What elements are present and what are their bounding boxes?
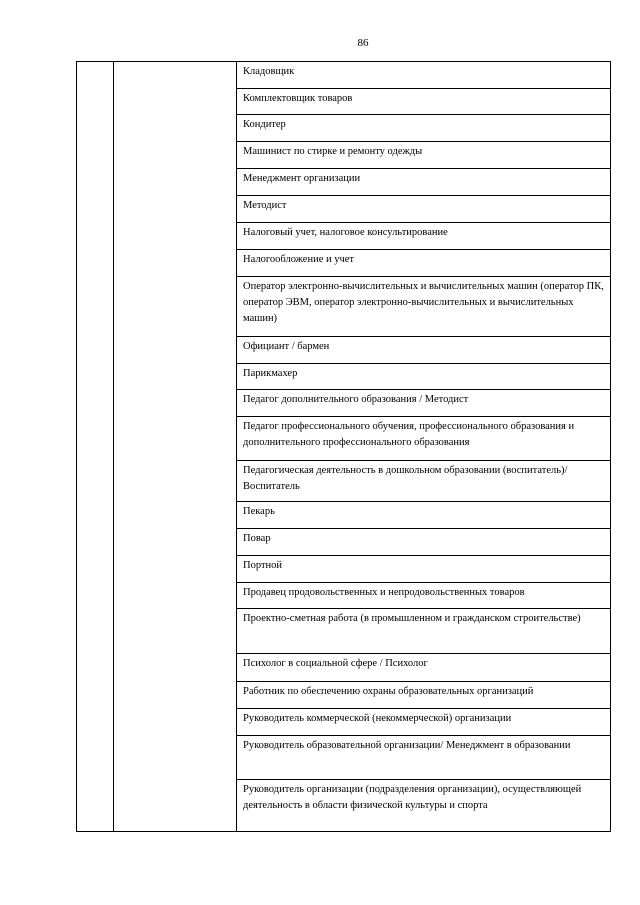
table-row: Налогообложение и учет [237, 250, 610, 277]
table-row: Методист [237, 196, 610, 223]
table-row: Комплектовщик товаров [237, 89, 610, 115]
table-column-2 [114, 62, 237, 831]
table-row: Педагог дополнительного образования / Методист [237, 390, 610, 417]
table-column-1 [77, 62, 114, 831]
table-row: Кондитер [237, 115, 610, 142]
table-row: Портной [237, 556, 610, 583]
table-row: Продавец продовольственных и непродовольственных товаров [237, 583, 610, 609]
table-row: Педагог профессионального обучения, профессионального образования и дополнительного профессионального образования [237, 417, 610, 461]
table-row: Пекарь [237, 502, 610, 529]
table-row: Педагогическая деятельность в дошкольном образовании (воспитатель)/Воспитатель [237, 461, 610, 502]
table-row: Психолог в социальной сфере / Психолог [237, 654, 610, 682]
page-number: 86 [357, 37, 369, 49]
table-row: Машинист по стирке и ремонту одежды [237, 142, 610, 169]
table-row: Руководитель организации (подразделения организации), осуществляющей деятельность в области физической культуры и спорта [243, 784, 582, 811]
table-row: Работник по обеспечению охраны образовательных организаций [237, 682, 610, 709]
table-row: Официант / бармен [237, 337, 610, 364]
table-row: Руководитель образовательной организации/ Менеджмент в образовании [237, 736, 610, 780]
table-row: Кладовщик [237, 62, 610, 89]
table-row: Налоговый учет, налоговое консультирование [237, 223, 610, 250]
table-row: Оператор электронно-вычислительных и вычислительных машин (оператор ПК, оператор ЭВМ, оператор электронно-вычислительных и вычислительных машин) [237, 277, 610, 337]
table-row: Парикмахер [237, 364, 610, 390]
table-row: Повар [237, 529, 610, 556]
qualifications-table [76, 61, 611, 832]
table-row: Менеджмент организации [237, 169, 610, 196]
table-row: Руководитель коммерческой (некоммерческой) организации [237, 709, 610, 736]
table-row: Проектно-сметная работа (в промышленном и гражданском строительстве) [237, 609, 610, 654]
table-column-3 [237, 62, 610, 831]
